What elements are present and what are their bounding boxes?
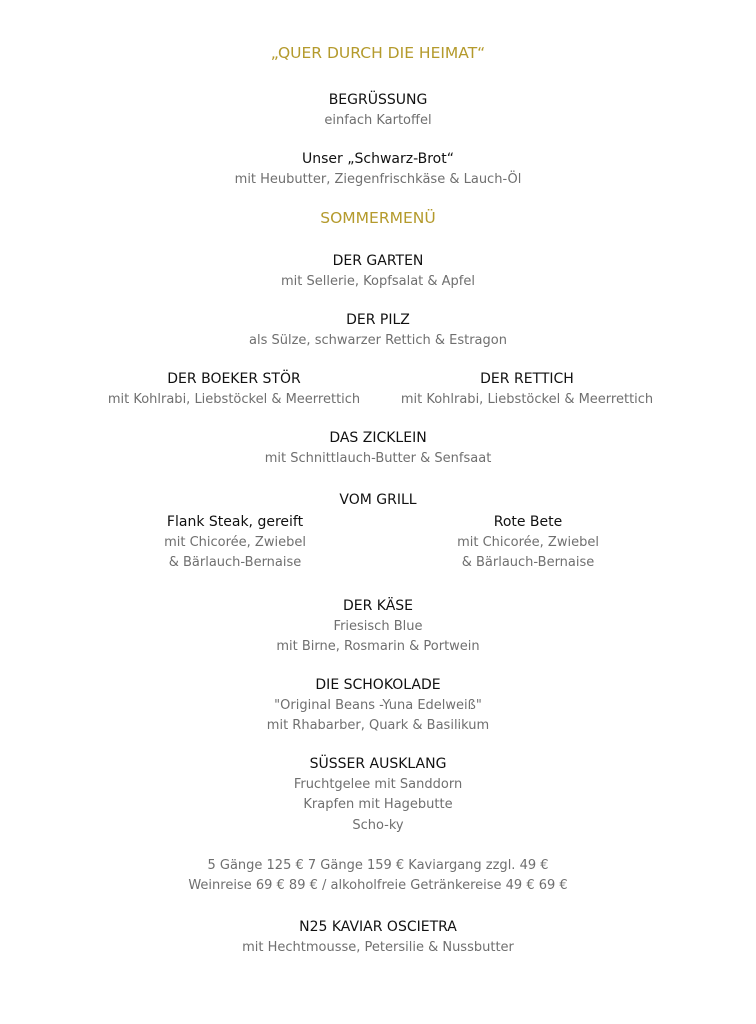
pilz-sub: als Sülze, schwarzer Rettich & Estragon [249,333,507,348]
ausklang-line2: Krapfen mit Hagebutte [303,797,453,812]
caviar-heading: N25 KAVIAR OSCIETRA [299,919,457,935]
ausklang-line3: Scho-ky [352,818,404,833]
schokolade-line2: mit Rhabarber, Quark & Basilikum [266,718,490,733]
grill-right-line1: mit Chicorée, Zwiebel [457,535,599,550]
caviar-sub: mit Hechtmousse, Petersilie & Nussbutter [242,940,514,955]
welcome-heading: BEGRÜSSUNG [328,92,428,108]
grill-left-line2: & Bärlauch-Bernaise [168,555,302,570]
kaese-heading: DER KÄSE [342,598,414,614]
prices-line2: Weinreise 69 € 89 € / alkoholfreie Getränkereise 49 € 69 € [188,878,568,893]
grill-left-name: Flank Steak, gereift [166,514,304,530]
section-heading: SOMMERMENÜ [320,209,436,227]
rettich-heading: DER RETTICH [480,371,574,387]
bread-heading: Unser „Schwarz-Brot“ [302,151,454,167]
garten-sub: mit Sellerie, Kopfsalat & Apfel [280,274,475,289]
menu-title: „QUER DURCH DIE HEIMAT“ [270,44,486,62]
rettich-sub: mit Kohlrabi, Liebstöckel & Meerrettich [400,392,654,407]
schokolade-line1: "Original Beans -Yuna Edelweiß" [274,698,482,713]
stoer-sub: mit Kohlrabi, Liebstöckel & Meerrettich [107,392,361,407]
welcome-sub: einfach Kartoffel [324,113,432,128]
bread-sub: mit Heubutter, Ziegenfrischkäse & Lauch-Öl [234,172,522,187]
kaese-line1: Friesisch Blue [333,619,423,634]
pilz-heading: DER PILZ [346,312,410,328]
kaese-line2: mit Birne, Rosmarin & Portwein [276,639,480,654]
prices-line1: 5 Gänge 125 € 7 Gänge 159 € Kaviargang zzgl. 49 € [207,858,549,873]
zicklein-sub: mit Schnittlauch-Butter & Senfsaat [264,451,492,466]
ausklang-line1: Fruchtgelee mit Sanddorn [293,777,463,792]
grill-right-line2: & Bärlauch-Bernaise [461,555,595,570]
grill-left-line1: mit Chicorée, Zwiebel [164,535,306,550]
garten-heading: DER GARTEN [332,253,424,269]
grill-right-name: Rote Bete [493,514,563,530]
stoer-heading: DER BOEKER STÖR [167,371,301,387]
zicklein-heading: DAS ZICKLEIN [329,430,427,446]
schokolade-heading: DIE SCHOKOLADE [315,677,441,693]
grill-heading: VOM GRILL [339,492,417,508]
ausklang-heading: SÜSSER AUSKLANG [309,756,447,772]
